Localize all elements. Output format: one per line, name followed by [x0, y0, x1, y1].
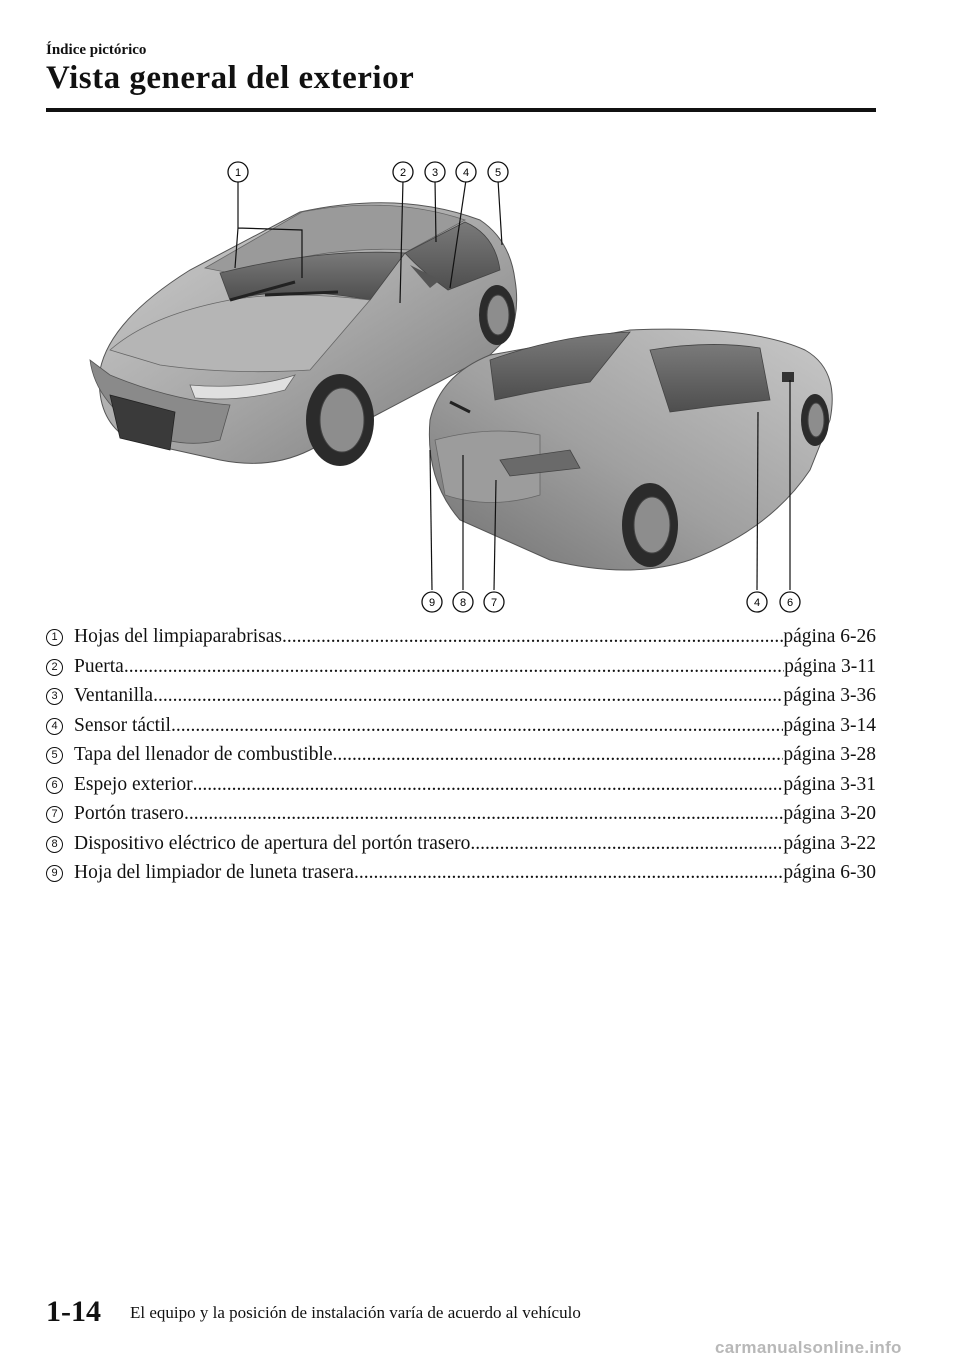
callout-number: 9 — [428, 597, 436, 609]
title-rule — [46, 108, 876, 112]
item-page-ref[interactable]: página 3-20 — [783, 803, 876, 824]
list-item — [46, 770, 876, 800]
dot-leader — [171, 711, 783, 741]
callout-number: 4 — [753, 597, 761, 609]
item-label: Espejo exterior — [74, 773, 193, 795]
list-item — [46, 622, 876, 652]
callout-number: 8 — [459, 597, 467, 609]
dot-leader — [124, 652, 784, 682]
item-page-ref[interactable]: página 6-30 — [783, 862, 876, 883]
item-label: Sensor táctil — [74, 714, 171, 736]
watermark-text[interactable]: carmanualsonline.info — [715, 1338, 902, 1357]
item-page-ref[interactable]: página 3-28 — [783, 744, 876, 765]
section-label: Índice pictórico — [46, 42, 147, 58]
item-page-ref[interactable]: página 3-31 — [783, 773, 876, 795]
dot-leader — [184, 799, 783, 829]
callout-number: 6 — [786, 597, 794, 609]
item-number: 3 — [46, 688, 63, 705]
callout-number: 7 — [490, 597, 498, 609]
item-number: 2 — [46, 659, 63, 676]
dot-leader — [282, 622, 783, 652]
item-label: Dispositivo eléctrico de apertura del portón trasero — [74, 832, 471, 854]
item-label: Hoja del limpiador de luneta trasera — [74, 862, 354, 883]
dot-leader — [354, 858, 783, 888]
item-label: Hojas del limpiaparabrisas — [74, 626, 282, 647]
list-item — [46, 799, 876, 829]
item-page-ref[interactable]: página 6-26 — [783, 626, 876, 647]
item-page-ref[interactable]: página 3-22 — [783, 832, 876, 854]
callout-number: 4 — [462, 167, 470, 179]
item-label: Puerta — [74, 655, 124, 677]
rear-car — [429, 329, 832, 570]
item-number: 1 — [46, 629, 63, 646]
dot-leader — [153, 681, 783, 711]
item-page-ref[interactable]: página 3-11 — [784, 655, 876, 677]
item-number: 6 — [46, 777, 63, 794]
item-label: Tapa del llenador de combustible — [74, 744, 333, 765]
dot-leader — [193, 770, 784, 800]
list-item — [46, 829, 876, 859]
list-item — [46, 652, 876, 682]
item-number: 8 — [46, 836, 63, 853]
item-number: 4 — [46, 718, 63, 735]
page-title: Vista general del exterior — [46, 60, 415, 96]
dot-leader — [470, 829, 783, 859]
item-page-ref[interactable]: página 3-36 — [783, 685, 876, 706]
callout-number: 1 — [234, 167, 242, 179]
list-item — [46, 711, 876, 741]
callout-number: 3 — [431, 167, 439, 179]
item-label: Ventanilla — [74, 685, 154, 706]
footer-note: El equipo y la posición de instalación varía de acuerdo al vehículo — [130, 1303, 581, 1322]
callout-number: 5 — [494, 167, 502, 179]
list-item — [46, 740, 876, 770]
item-number: 5 — [46, 747, 63, 764]
vehicle-exterior-illustration — [70, 150, 850, 620]
list-item — [46, 858, 876, 888]
item-number: 7 — [46, 806, 63, 823]
page-number: 1-14 — [46, 1295, 101, 1328]
dot-leader — [333, 740, 784, 770]
callout-number: 2 — [399, 167, 407, 179]
component-list — [46, 622, 876, 888]
item-label: Portón trasero — [74, 803, 184, 824]
item-page-ref[interactable]: página 3-14 — [783, 714, 876, 736]
list-item — [46, 681, 876, 711]
item-number: 9 — [46, 865, 63, 882]
